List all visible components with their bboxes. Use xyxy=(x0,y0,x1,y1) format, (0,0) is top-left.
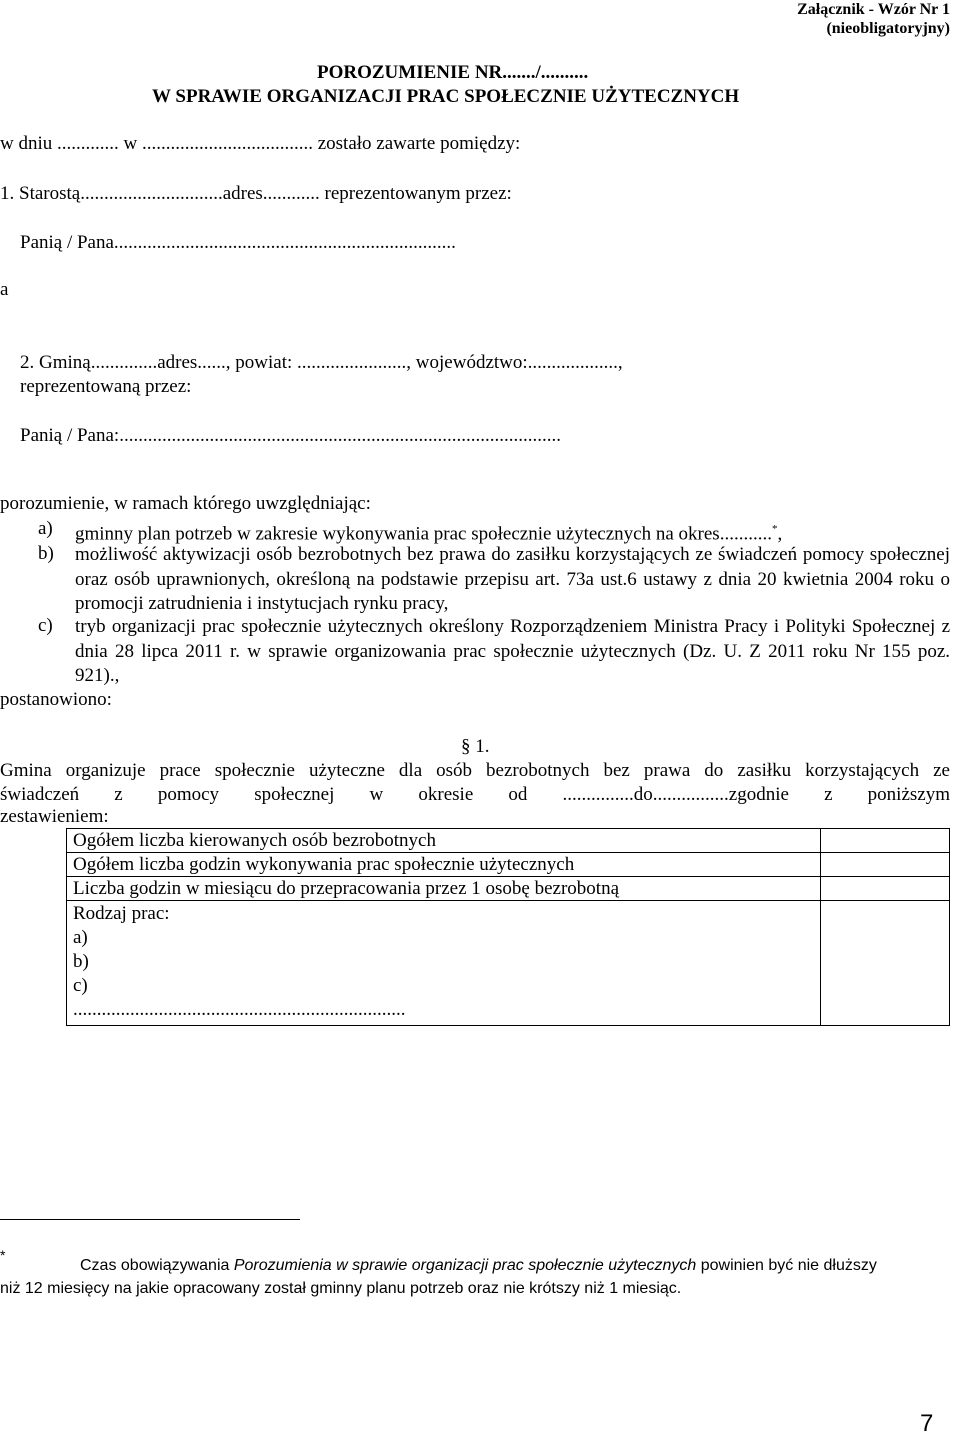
annex-optional-note: (nieobligatoryjny) xyxy=(826,20,950,37)
table-row xyxy=(67,877,950,901)
document-title-line2: W SPRAWIE ORGANIZACJI PRAC SPOŁECZNIE UŻYTECZNYCH xyxy=(152,86,740,107)
work-type-item: b) xyxy=(73,951,89,972)
preamble-item-label: a) xyxy=(38,518,53,539)
table-row xyxy=(67,901,950,1026)
work-types-value[interactable] xyxy=(821,901,950,1026)
annex-header xyxy=(797,0,950,38)
section-marker: § 1. xyxy=(461,736,490,757)
section1-line3: zestawieniem: xyxy=(0,806,109,827)
footnote-separator xyxy=(0,1219,300,1220)
party1-representative: Panią / Pana........................................................................ xyxy=(20,232,456,253)
footnote-line2: niż 12 miesięcy na jakie opracowany został gminny planu potrzeb oraz nie krótszy niż 1 miesiąc. xyxy=(0,1280,682,1297)
document-title-line1: POROZUMIENIE NR......./.......... xyxy=(317,62,589,83)
footnote-text-post: powinien być nie dłuższy xyxy=(696,1257,877,1274)
party2-representative: Panią / Pana:............................................................................................. xyxy=(20,425,561,446)
intro-line: w dniu ............. w .................................... zostało zawarte pomiędzy: xyxy=(0,133,521,154)
footnote-text-pre: Czas obowiązywania xyxy=(80,1257,234,1274)
preamble-lead: porozumienie, w ramach którego uwzględniając: xyxy=(0,493,371,514)
work-type-item: a) xyxy=(73,927,88,948)
schedule-row-label: Liczba godzin w miesiącu do przepracowania przez 1 osobę bezrobotną xyxy=(67,877,821,901)
section1-line1: Gmina organizuje prace społecznie użyteczne dla osób bezrobotnych bez prawa do zasiłku korzystających ze xyxy=(0,760,950,781)
party2-line-continued: reprezentowaną przez: xyxy=(20,376,192,397)
schedule-row-label: Ogółem liczba kierowanych osób bezrobotnych xyxy=(67,829,821,853)
preamble-item-text-wrap xyxy=(75,518,950,545)
table-row xyxy=(67,829,950,853)
preamble-item-label: c) xyxy=(38,615,53,636)
schedule-table xyxy=(66,828,950,1026)
section1-line2: świadczeń z pomocy społecznej w okresie od ...............do................zgodnie z poniższym xyxy=(0,784,950,805)
work-types-label: Rodzaj prac: xyxy=(73,903,170,924)
preamble-item-tail: , xyxy=(777,523,783,545)
footnote-reference: * xyxy=(771,523,778,535)
party1-line: 1. Starostą..............................adres............ reprezentowanym przez: xyxy=(0,183,512,204)
schedule-row-value[interactable] xyxy=(821,877,950,901)
footnote-line1 xyxy=(80,1257,877,1275)
work-types-cell xyxy=(67,901,821,1026)
work-type-item: ...................................................................... xyxy=(73,999,406,1020)
page-number: 7 xyxy=(920,1410,934,1437)
party2-line: 2. Gminą..............adres......, powiat: ......................., województwo:..................., xyxy=(20,352,623,373)
conjunction-a: a xyxy=(0,279,9,300)
table-row xyxy=(67,853,950,877)
schedule-row-label: Ogółem liczba godzin wykonywania prac społecznie użytecznych xyxy=(67,853,821,877)
preamble-item-text: gminny plan potrzeb w zakresie wykonywania prac społecznie użytecznych na okres........... xyxy=(75,523,772,545)
schedule-row-value[interactable] xyxy=(821,853,950,877)
preamble-closing: postanowiono: xyxy=(0,689,112,710)
preamble-item-label: b) xyxy=(38,543,54,564)
annex-label: Załącznik - Wzór Nr 1 xyxy=(797,1,950,18)
footnote-marker: * xyxy=(0,1247,6,1263)
footnote-text-italic: Porozumienia w sprawie organizacji prac społecznie użytecznych xyxy=(233,1257,697,1274)
work-type-item: c) xyxy=(73,975,88,996)
schedule-row-value[interactable] xyxy=(821,829,950,853)
preamble-item-text: tryb organizacji prac społecznie użytecznych określony Rozporządzeniem Ministra Pracy i Polityki Społecznej z dnia 28 lipca 2011 r. w sprawie organizowania prac społecznie użytecznych (Dz. U. Z 2011 roku Nr 155 poz. 921)., xyxy=(75,616,950,686)
preamble-item-text: możliwość aktywizacji osób bezrobotnych bez prawa do zasiłku korzystających ze świadczeń pomocy społecznej oraz osób uprawnionych, określoną na podstawie przepisu art. 73a ust.6 ustawy z dnia 20 kwietnia 2004 roku o promocji zatrudnienia i instytucjach rynku pracy, xyxy=(75,544,950,614)
